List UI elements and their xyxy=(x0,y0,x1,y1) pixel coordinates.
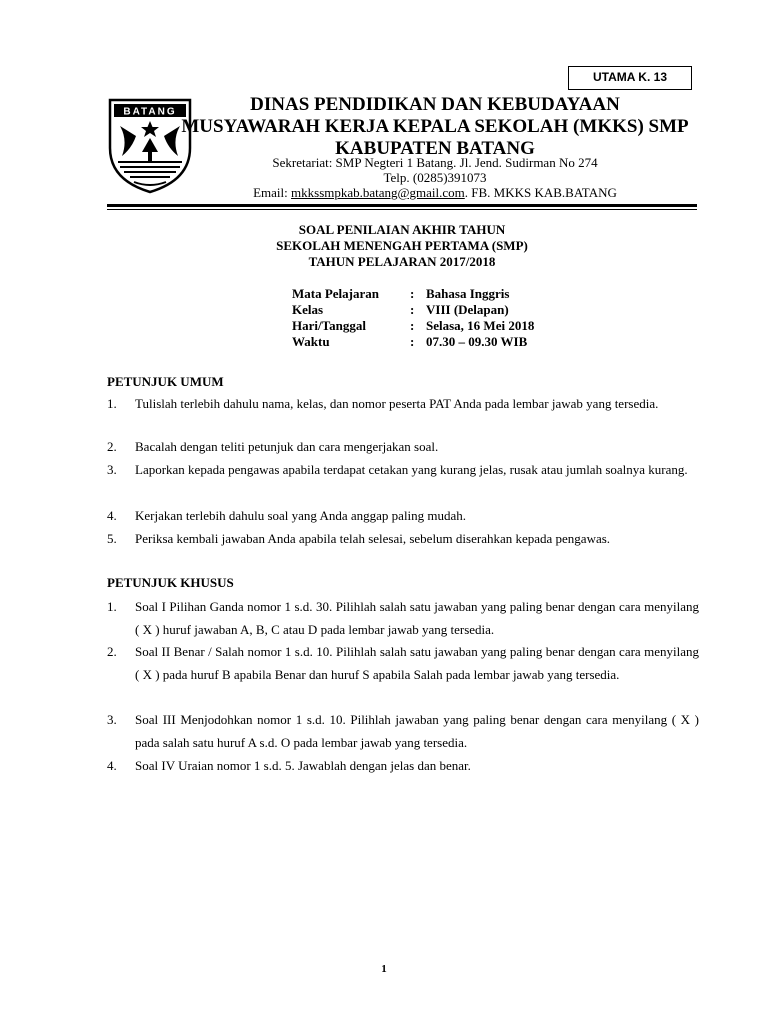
item-text: Soal I Pilihan Ganda nomor 1 s.d. 30. Pilihlah salah satu jawaban yang paling benar dengan cara menyilang ( X ) huruf jawaban A, B, C atau D pada lembar jawab yang tersedia. xyxy=(135,599,699,637)
header-rule-thin xyxy=(107,209,697,210)
item-text: Soal III Menjodohkan nomor 1 s.d. 10. Pilihlah jawaban yang paling benar dengan cara menyilang ( X ) pada salah satu huruf A s.d. O pada lembar jawab yang tersedia. xyxy=(135,712,699,750)
info-row-date xyxy=(292,318,592,334)
item-number: 3. xyxy=(107,712,117,727)
general-instructions-heading: PETUNJUK UMUM xyxy=(107,374,224,389)
info-key: Waktu xyxy=(292,334,330,349)
email-prefix: Email: xyxy=(253,185,292,200)
info-separator: : xyxy=(410,286,415,301)
item-text: Bacalah dengan teliti petunjuk dan cara mengerjakan soal. xyxy=(135,439,439,454)
logo-text: BATANG xyxy=(123,106,177,118)
email-link[interactable]: mkkssmpkab.batang@gmail.com xyxy=(291,185,465,200)
item-number: 3. xyxy=(107,462,117,477)
facebook-text: . FB. MKKS KAB.BATANG xyxy=(464,185,617,200)
item-number: 5. xyxy=(107,531,117,546)
item-number: 4. xyxy=(107,508,117,523)
page-number: 1 xyxy=(381,963,387,975)
agency-title: DINAS PENDIDIKAN DAN KEBUDAYAAN xyxy=(250,94,620,115)
item-text: Soal IV Uraian nomor 1 s.d. 5. Jawablah dengan jelas dan benar. xyxy=(135,758,471,773)
organization-title: MUSYAWARAH KERJA KEPALA SEKOLAH (MKKS) SMP xyxy=(181,116,689,137)
school-level-title: SEKOLAH MENENGAH PERTAMA (SMP) xyxy=(276,238,528,253)
info-value: VIII (Delapan) xyxy=(426,302,509,317)
info-value: 07.30 – 09.30 WIB xyxy=(426,334,528,349)
info-value: Bahasa Inggris xyxy=(426,286,510,301)
item-number: 2. xyxy=(107,439,117,454)
info-key: Mata Pelajaran xyxy=(292,286,380,301)
item-text: Tulislah terlebih dahulu nama, kelas, dan nomor peserta PAT Anda pada lembar jawab yang tersedia. xyxy=(135,396,659,411)
info-key: Hari/Tanggal xyxy=(292,318,366,333)
item-text: Kerjakan terlebih dahulu soal yang Anda anggap paling mudah. xyxy=(135,508,467,523)
academic-year-title: TAHUN PELAJARAN 2017/2018 xyxy=(308,254,496,269)
contact-line xyxy=(180,185,690,201)
item-number: 1. xyxy=(107,396,117,411)
item-number: 1. xyxy=(107,599,117,614)
item-text: Periksa kembali jawaban Anda apabila telah selesai, sebelum diserahkan kepada pengawas. xyxy=(135,531,611,546)
specific-instructions-heading: PETUNJUK KHUSUS xyxy=(107,575,234,590)
info-row-time xyxy=(292,334,592,350)
info-separator: : xyxy=(410,302,415,317)
info-separator: : xyxy=(410,318,415,333)
info-value: Selasa, 16 Mei 2018 xyxy=(426,318,535,333)
info-key: Kelas xyxy=(292,302,324,317)
secretariat-address: Sekretariat: SMP Negteri 1 Batang. Jl. Jend. Sudirman No 274 xyxy=(272,155,598,170)
item-text: Soal II Benar / Salah nomor 1 s.d. 10. Pilihlah salah satu jawaban yang paling benar dengan cara menyilang ( X ) pada huruf B apabila Benar dan huruf S apabila Salah pada lembar jawab yang tersedia. xyxy=(135,644,699,682)
regency-title: KABUPATEN BATANG xyxy=(335,138,535,159)
document-code-box: UTAMA K. 13 xyxy=(568,66,692,90)
phone-number: Telp. (0285)391073 xyxy=(383,170,487,185)
info-row-subject xyxy=(292,286,592,302)
info-separator: : xyxy=(410,334,415,349)
exam-title: SOAL PENILAIAN AKHIR TAHUN xyxy=(298,222,506,237)
header-rule-thick xyxy=(107,204,697,207)
item-text: Laporkan kepada pengawas apabila terdapat cetakan yang kurang jelas, rusak atau jumlah soalnya kurang. xyxy=(135,462,688,477)
item-number: 2. xyxy=(107,644,117,659)
item-number: 4. xyxy=(107,758,117,773)
info-row-class xyxy=(292,302,592,318)
